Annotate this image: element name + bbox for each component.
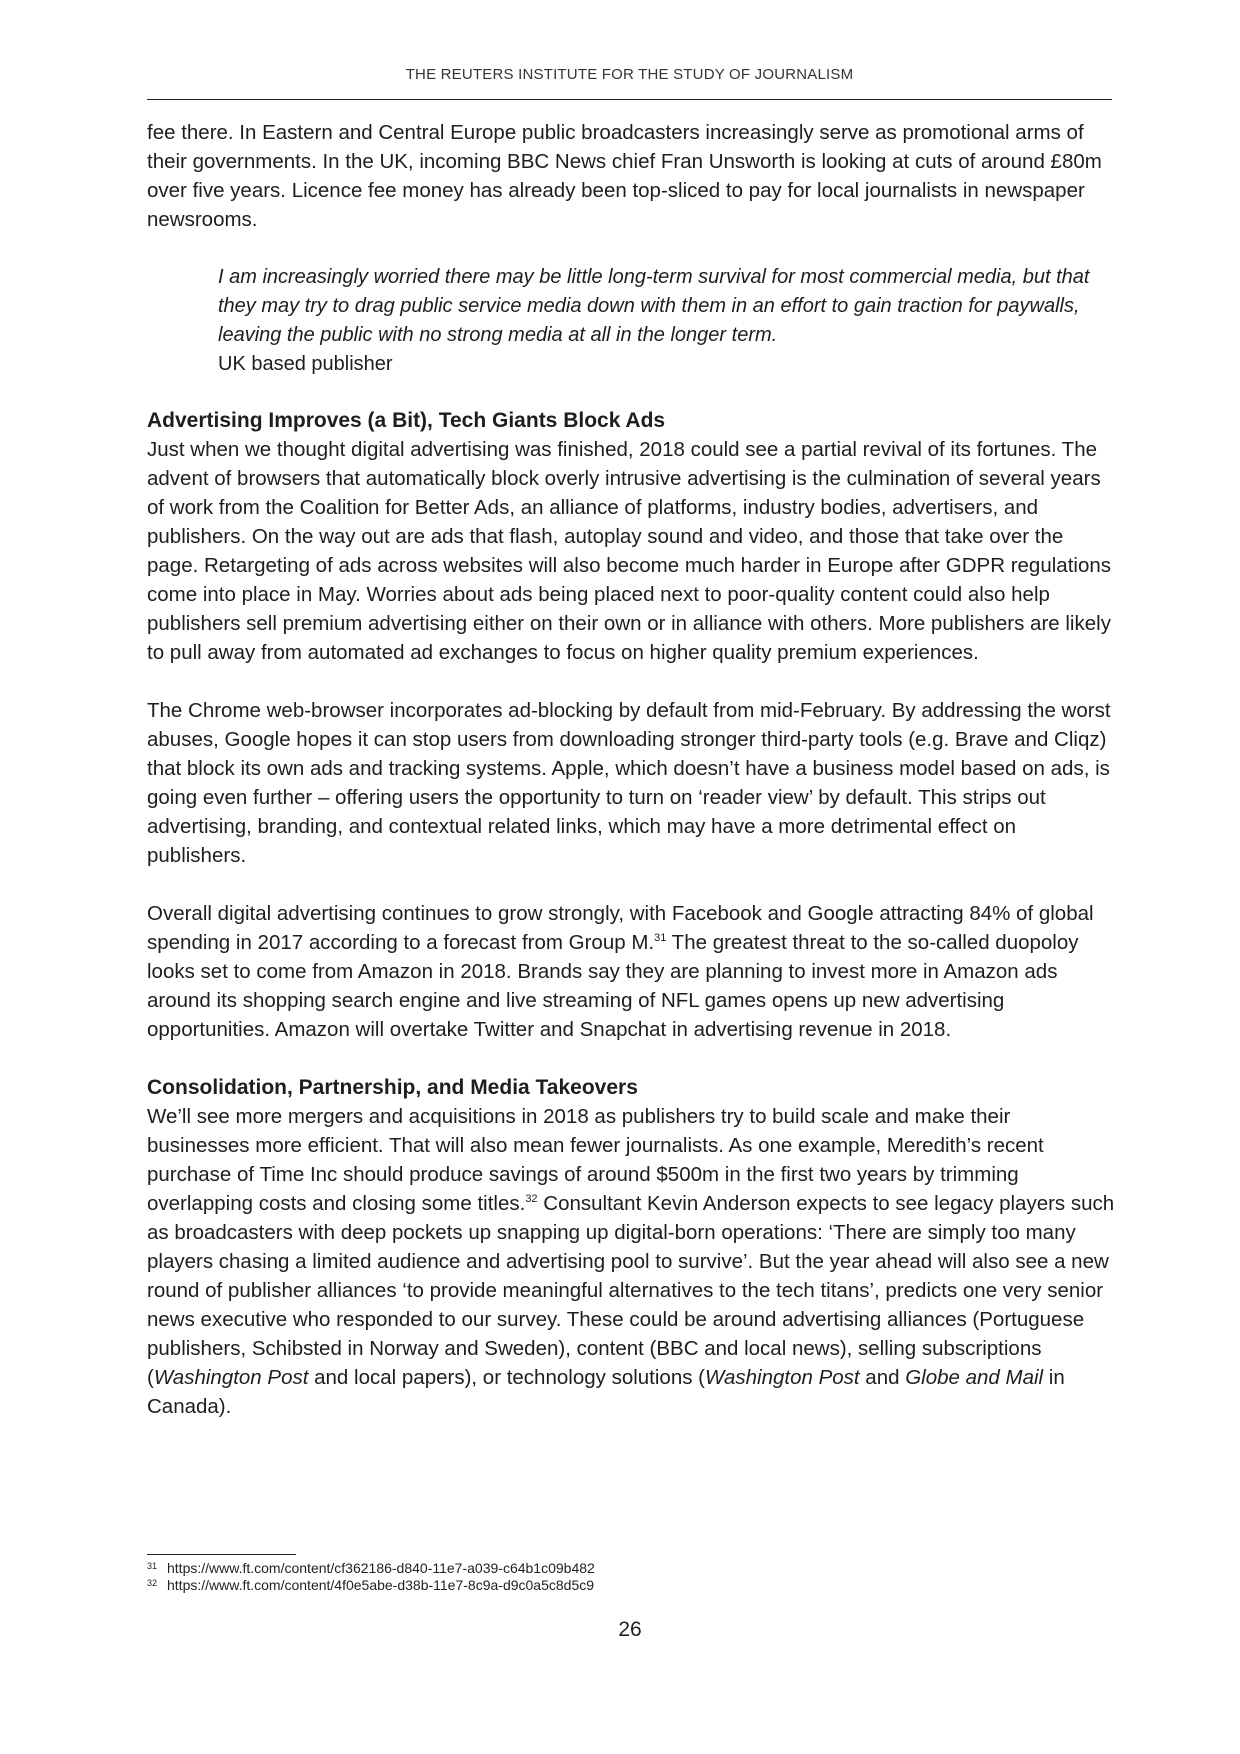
text-run: in Canada). <box>147 1366 1065 1418</box>
advertising-paragraph-1: Just when we thought digital advertising was finished, 2018 could see a partial revival of its fortunes. The advent of browsers that automatically block overly intrusive advertising is the culmination of several years of work from the Coalition for Better Ads, an alliance of platforms, industry bodies, advertisers, and publishers. On the way out are ads that flash, autoplay sound and video, and those that take over the page. Retargeting of ads across websites will also become much harder in Europe after GDPR regulations come into place in May. Worries about ads being placed next to poor-quality content could also help publishers sell premium advertising either on their own or in alliance with others. More publishers are likely to pull away from automated ad exchanges to focus on higher quality premium experiences. <box>147 438 1111 664</box>
consolidation-paragraph <box>147 1102 1115 1421</box>
running-header: THE REUTERS INSTITUTE FOR THE STUDY OF JOURNALISM <box>405 66 854 83</box>
section-heading-advertising: Advertising Improves (a Bit), Tech Giants Block Ads <box>147 409 666 432</box>
footnote-ref-31[interactable]: 31 <box>654 932 667 944</box>
footnotes <box>147 1560 1047 1594</box>
intro-paragraph: fee there. In Eastern and Central Europe public broadcasters increasingly serve as promotional arms of their governments. In the UK, incoming BBC News chief Fran Unsworth is looking at cuts of around £80m over five years. Licence fee money has already been top-sliced to pay for local journalists in newspaper newsrooms. <box>147 121 1102 231</box>
header-rule <box>147 99 1112 100</box>
footnote-url[interactable]: https://www.ft.com/content/4f0e5abe-d38b-11e7-8c9a-d9c0a5c8d5c9 <box>167 1577 595 1593</box>
text-run: and <box>859 1366 906 1389</box>
section-heading-consolidation: Consolidation, Partnership, and Media Takeovers <box>147 1076 638 1099</box>
text-run: We’ll see more mergers and acquisitions in 2018 as publishers try to build scale and make their businesses more efficient. That will also mean fewer journalists. As one example, Meredith’s recent purchase of Time Inc should produce savings of around $500m in the first two years by trimming overlapping costs and closing some titles. <box>147 1105 1044 1215</box>
page-body <box>147 118 1115 1450</box>
advertising-paragraph-2: The Chrome web-browser incorporates ad-blocking by default from mid-February. By addressing the worst abuses, Google hopes it can stop users from downloading stronger third-party tools (e.g. Brave and Cliqz) that block its own ads and tracking systems. Apple, which doesn’t have a business model based on ads, is going even further – offering users the opportunity to turn on ‘reader view’ by default. This strips out advertising, branding, and contextual related links, which may have a more detrimental effect on publishers. <box>147 699 1111 867</box>
publication-name: Globe and Mail <box>905 1366 1044 1389</box>
quote-text: I am increasingly worried there may be little long-term survival for most commercial media, but that they may try to drag public service media down with them in an effort to gain traction for paywalls, leaving the public with no strong media at all in the longer term. <box>218 266 1090 346</box>
footnote-number: 31 <box>147 1561 158 1571</box>
footnote-url[interactable]: https://www.ft.com/content/cf362186-d840-11e7-a039-c64b1c09b482 <box>167 1560 595 1576</box>
footnote-number: 32 <box>147 1578 158 1588</box>
footnote-31 <box>147 1560 1047 1577</box>
page-number: 26 <box>618 1618 642 1641</box>
text-run: and local papers), or technology solutions ( <box>308 1366 705 1389</box>
text-run: The greatest threat to the so-called duopoloy looks set to come from Amazon in 2018. Brands say they are planning to invest more in Amazon ads around its shopping search engine and live streaming of NFL games opens up new advertising opportunities. Amazon will overtake Twitter and Snapchat in advertising revenue in 2018. <box>147 931 1079 1041</box>
publication-name: Washington Post <box>705 1366 860 1389</box>
advertising-paragraph-3 <box>147 899 1115 1044</box>
footnote-rule <box>147 1554 296 1555</box>
footnote-ref-32[interactable]: 32 <box>525 1193 538 1205</box>
text-run: Overall digital advertising continues to grow strongly, with Facebook and Google attracting 84% of global spending in 2017 according to a forecast from Group M. <box>147 902 1094 954</box>
publication-name: Washington Post <box>153 1366 309 1389</box>
pull-quote <box>218 263 1115 379</box>
footnote-32 <box>147 1577 1047 1594</box>
text-run: Consultant Kevin Anderson expects to see legacy players such as broadcasters with deep pockets up snapping up digital-born operations: ‘There are simply too many players chasing a limited audience and advertising pool to survive’. But the year ahead will also see a new round of publisher alliances ‘to provide meaningful alternatives to the tech titans’, predicts one very senior news executive who responded to our survey. These could be around advertising alliances (Portuguese publishers, Schibsted in Norway and Sweden), content (BBC and local news), selling subscriptions ( <box>147 1192 1115 1389</box>
quote-source: UK based publisher <box>218 353 393 375</box>
